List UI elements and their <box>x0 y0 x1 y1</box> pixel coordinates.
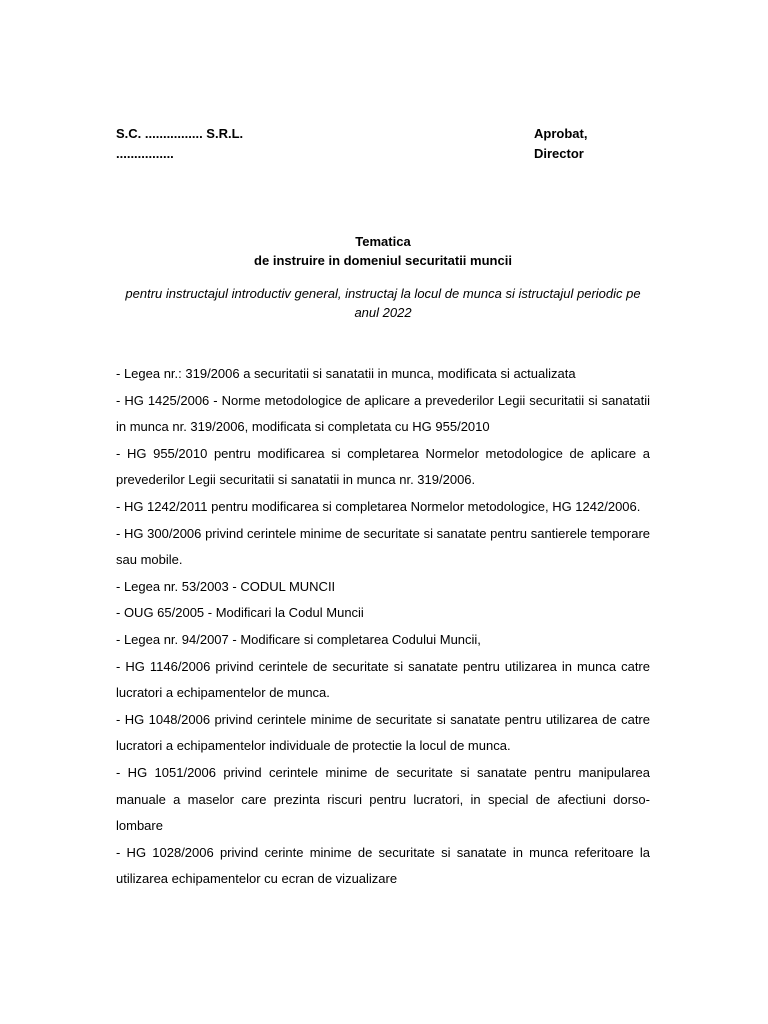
list-item: - HG 1048/2006 privind cerintele minime de securitate si sanatate pentru utilizarea de catre lucratori a echipamentelor individuale de protectie la locul de munca. <box>116 711 650 754</box>
list-item: - Legea nr.: 319/2006 a securitatii si sanatatii in munca, modificata si actualizata <box>116 366 576 381</box>
list-item: - HG 1242/2011 pentru modificarea si completarea Normelor metodologice, HG 1242/2006. <box>116 498 641 514</box>
title-line-2: de instruire in domeniul securitatii muncii <box>254 253 512 268</box>
company-header <box>116 124 243 164</box>
list-item: - HG 1146/2006 privind cerintele de securitate si sanatate pentru utilizarea in munca catre lucratori a echipamentelor de munca. <box>116 658 650 701</box>
company-placeholder: ................ <box>116 146 174 161</box>
list-item: - HG 300/2006 privind cerintele minime de securitate si sanatate pentru santierele temporare sau mobile. <box>116 525 650 568</box>
company-name: S.C. ................ S.R.L. <box>116 126 244 141</box>
director-label: Director <box>534 146 584 161</box>
title-line-1: Tematica <box>355 234 411 249</box>
list-item: - Legea nr. 94/2007 - Modificare si completarea Codului Muncii, <box>116 631 481 647</box>
list-item: - HG 1028/2006 privind cerinte minime de securitate si sanatate in munca referitoare la utilizarea echipamentelor cu ecran de vizualizare <box>116 844 650 887</box>
list-item: - HG 1425/2006 - Norme metodologice de aplicare a prevederilor Legii securitatii si sanatatii in munca nr. 319/2006, modificata si completata cu HG 955/2010 <box>116 392 650 435</box>
document-title <box>116 232 650 270</box>
approved-label: Aprobat, <box>534 126 588 141</box>
approval-header <box>534 124 587 164</box>
list-item: - Legea nr. 53/2003 - CODUL MUNCII <box>116 578 336 594</box>
list-item: - HG 1051/2006 privind cerintele minime de securitate si sanatate pentru manipularea manuale a maselor care prezinta riscuri pentru lucratori, in special de afectiuni dorso-lombare <box>116 764 650 834</box>
list-item: - OUG 65/2005 - Modificari la Codul Muncii <box>116 605 364 621</box>
document-subtitle: pentru instructajul introductiv general, instructaj la locul de munca si istructajul periodic pe anul 2022 <box>125 286 641 320</box>
legislation-list <box>116 361 650 893</box>
list-item: - HG 955/2010 pentru modificarea si completarea Normelor metodologice de aplicare a prevederilor Legii securitatii si sanatatii in munca nr. 319/2006. <box>116 445 650 488</box>
